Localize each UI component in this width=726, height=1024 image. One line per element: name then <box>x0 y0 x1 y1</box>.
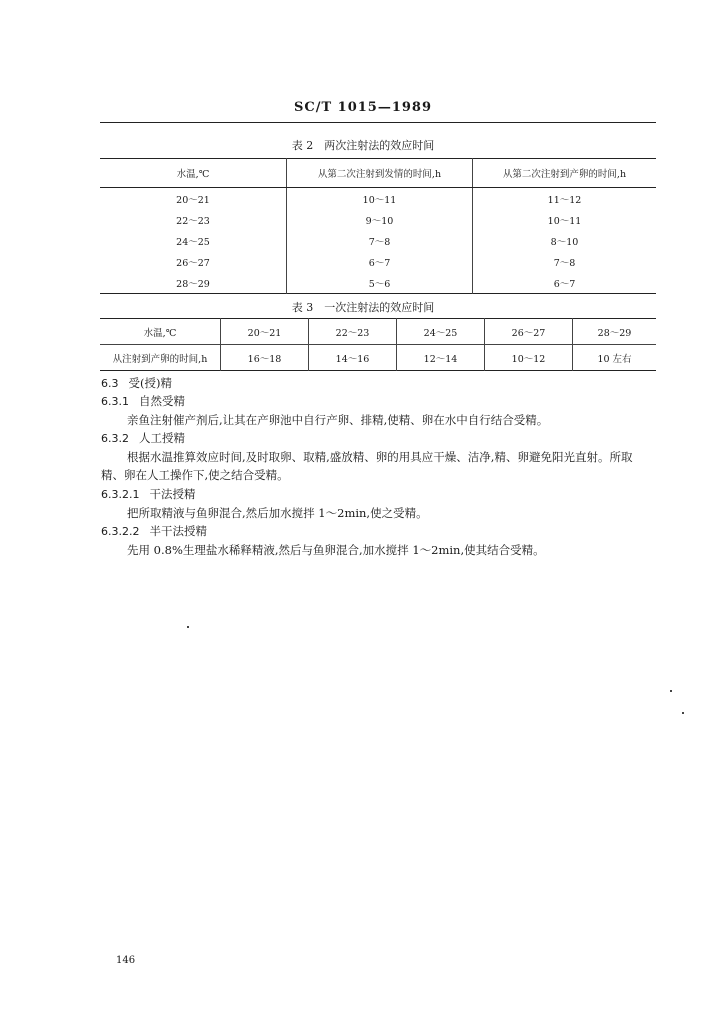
table2-header-cell: 水温,℃ <box>100 159 287 188</box>
table3-cell: 16～18 <box>221 345 309 371</box>
section-number: 6.3.1 <box>101 395 129 408</box>
table2-header-cell: 从第二次注射到产卵的时间,h <box>473 159 657 188</box>
paragraph-6-3-2-line1: 根据水温推算效应时间,及时取卵、取精,盛放精、卵的用具应干燥、洁净,精、卵避免阳光直射。所取 <box>127 450 633 464</box>
table-row <box>100 251 656 272</box>
section-number: 6.3.2.2 <box>101 525 140 538</box>
table2-cell: 10～11 <box>287 188 473 210</box>
paragraph-6-3-2-line2: 精、卵在人工操作下,使之结合受精。 <box>101 468 289 482</box>
section-heading-6-3-2 <box>101 429 185 448</box>
section-heading-6-3-1 <box>101 392 185 411</box>
table2-cell: 26～27 <box>100 251 287 272</box>
table3-cell: 22～23 <box>309 319 397 345</box>
table2-cell: 22～23 <box>100 209 287 230</box>
document-header-code: SC/T 1015—1989 <box>293 100 433 115</box>
table3-cell: 从注射到产卵的时间,h <box>100 345 221 371</box>
section-heading-6-3 <box>101 374 172 393</box>
paragraph-6-3-2-1: 把所取精液与鱼卵混合,然后加水搅拌 1～2min,使之受精。 <box>127 506 428 520</box>
table2-cell: 5～6 <box>287 272 473 294</box>
section-title: 干法授精 <box>149 487 196 501</box>
header-rule <box>100 122 656 123</box>
table3-cell: 12～14 <box>397 345 485 371</box>
table2-cell: 11～12 <box>547 194 582 206</box>
table2-cell: 20～21 <box>100 188 287 210</box>
paragraph-6-3-2-2: 先用 0.8%生理盐水稀释精液,然后与鱼卵混合,加水搅拌 1～2min,使其结合受精。 <box>127 543 545 557</box>
section-number: 6.3.2.1 <box>101 488 140 501</box>
table2-cell: 28～29 <box>100 272 287 294</box>
section-heading-6-3-2-2 <box>101 522 207 541</box>
table-row <box>100 230 656 251</box>
table2-cell: 9～10 <box>287 209 473 230</box>
page-number: 146 <box>116 955 136 966</box>
table2 <box>100 158 656 294</box>
table2-cell: 8～10 <box>550 236 579 248</box>
table3-caption: 表 3 一次注射法的效应时间 <box>291 301 435 314</box>
section-title: 人工授精 <box>139 431 185 445</box>
table-row <box>100 319 656 345</box>
table3-cell: 24～25 <box>397 319 485 345</box>
table2-cell: 6～7 <box>553 278 576 290</box>
table2-cell: 24～25 <box>100 230 287 251</box>
scan-speck <box>682 712 684 714</box>
section-title: 受(授)精 <box>128 376 172 390</box>
table-row <box>100 188 656 210</box>
table3-cell: 10 左右 <box>597 353 632 365</box>
table-row <box>100 209 656 230</box>
table2-caption: 表 2 两次注射法的效应时间 <box>291 139 435 152</box>
table3-cell: 26～27 <box>485 319 573 345</box>
section-heading-6-3-2-1 <box>101 485 195 504</box>
table2-cell: 7～8 <box>287 230 473 251</box>
table2-cell: 6～7 <box>287 251 473 272</box>
table3-cell: 10～12 <box>485 345 573 371</box>
table2-header-cell: 从第二次注射到发情的时间,h <box>287 159 473 188</box>
table3-cell: 水温,℃ <box>100 319 221 345</box>
paragraph-6-3-1: 亲鱼注射催产剂后,让其在产卵池中自行产卵、排精,使精、卵在水中自行结合受精。 <box>127 413 549 427</box>
section-title: 自然受精 <box>139 394 185 408</box>
table3-cell: 20～21 <box>221 319 309 345</box>
section-number: 6.3.2 <box>101 432 129 445</box>
table2-cell: 7～8 <box>553 257 576 269</box>
scan-speck <box>670 690 672 692</box>
table-row <box>100 272 656 294</box>
section-title: 半干法授精 <box>149 524 207 538</box>
table2-cell: 10～11 <box>547 215 582 227</box>
table3 <box>100 318 656 371</box>
section-number: 6.3 <box>101 377 119 390</box>
table-row <box>100 345 656 371</box>
table3-cell: 28～29 <box>573 319 657 345</box>
scan-speck <box>187 626 189 628</box>
table3-cell: 14～16 <box>309 345 397 371</box>
